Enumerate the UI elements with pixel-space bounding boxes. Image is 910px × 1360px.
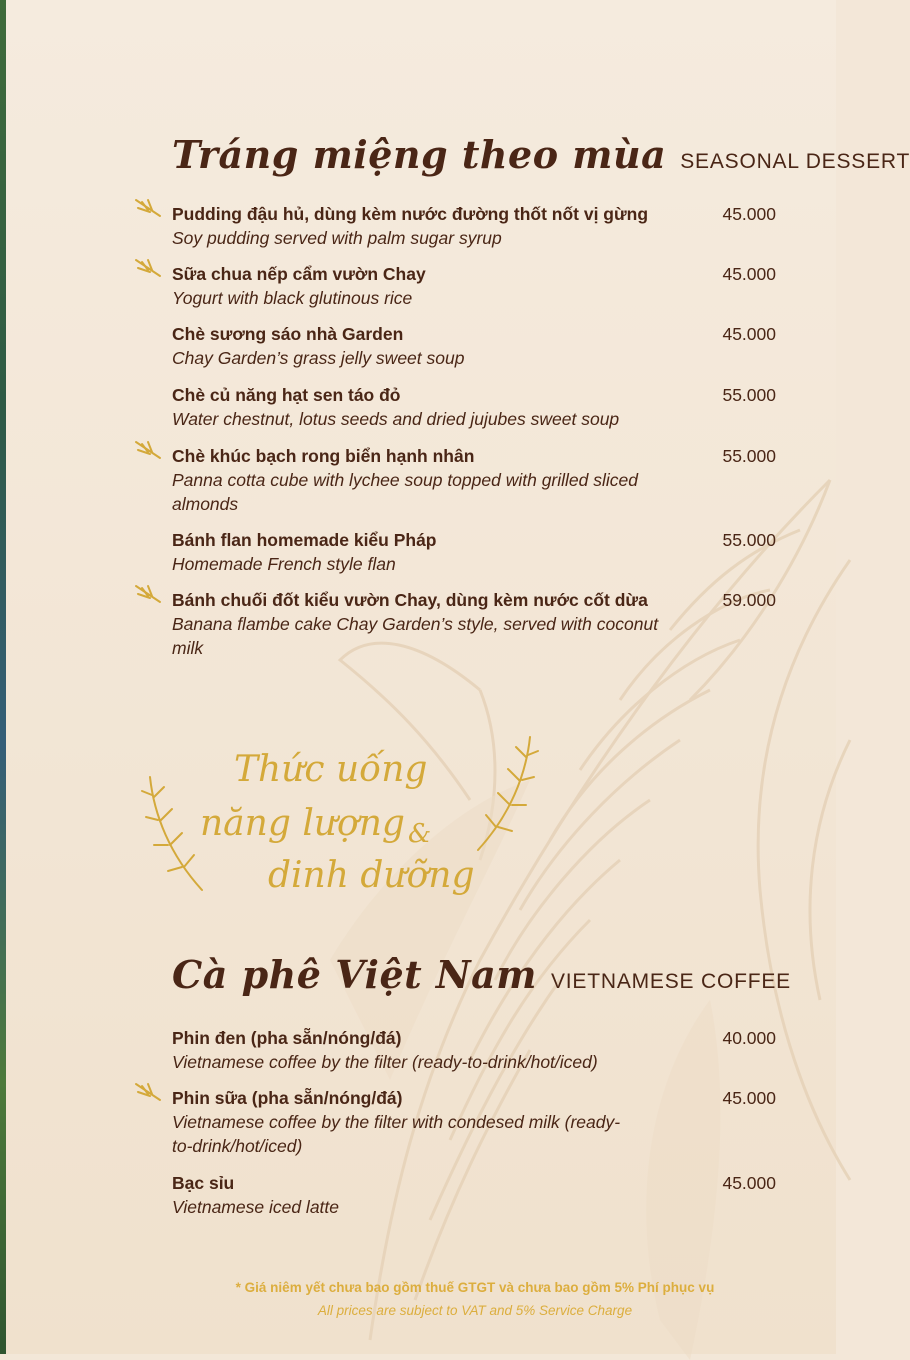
item-name-en: Water chestnut, lotus seeds and dried jujubes sweet soup — [172, 409, 620, 429]
item-name-vi: Pudding đậu hủ, dùng kèm nước đường thốt nốt vị gừng — [172, 204, 649, 224]
footer-note-en: All prices are subject to VAT and 5% Service Charge — [317, 1303, 633, 1318]
drinks-heading-line2: năng lượng — [200, 803, 405, 844]
item-price: 55.000 — [722, 530, 776, 550]
item-name-en: Vietnamese coffee by the filter with condesed milk (ready-to-drink/hot/iced) — [172, 1112, 621, 1156]
menu-item — [172, 383, 782, 431]
dessert-section-title — [172, 132, 910, 177]
gold-plant-icon — [134, 198, 164, 220]
item-name-en: Chay Garden’s grass jelly sweet soup — [172, 348, 465, 368]
item-name-vi: Sữa chua nếp cẩm vườn Chay — [172, 264, 426, 284]
menu-item — [172, 1086, 782, 1158]
menu-item — [172, 1171, 782, 1219]
coffee-title-en: VIETNAMESE COFFEE — [550, 970, 791, 993]
item-name-en: Soy pudding served with palm sugar syrup — [172, 228, 502, 248]
menu-item — [172, 202, 782, 250]
item-name-vi: Bạc sỉu — [172, 1173, 235, 1193]
item-name-vi: Bánh flan homemade kiểu Pháp — [172, 530, 437, 550]
gold-sprig-icon — [470, 735, 540, 855]
item-name-vi: Chè khúc bạch rong biển hạnh nhân — [172, 446, 475, 466]
menu-item — [172, 588, 782, 660]
item-price: 45.000 — [722, 204, 776, 224]
item-name-en: Banana flambe cake Chay Garden’s style, served with coconut milk — [172, 614, 659, 658]
menu-item — [172, 262, 782, 310]
drinks-heading-line3: dinh dưỡng — [268, 855, 475, 896]
item-name-vi: Chè củ năng hạt sen táo đỏ — [172, 385, 401, 405]
footer-note-vi: * Giá niêm yết chưa bao gồm thuế GTGT và chưa bao gồm 5% Phí phục vụ — [235, 1280, 715, 1295]
item-name-vi: Chè sương sáo nhà Garden — [172, 324, 404, 344]
item-price: 40.000 — [722, 1028, 776, 1048]
item-name-en: Homemade French style flan — [172, 554, 396, 574]
menu-item — [172, 444, 782, 516]
gold-plant-icon — [134, 1082, 164, 1104]
item-price: 59.000 — [722, 590, 776, 610]
item-price: 45.000 — [722, 324, 776, 344]
item-name-vi: Phin đen (pha sẵn/nóng/đá) — [172, 1028, 402, 1048]
menu-item — [172, 1026, 782, 1074]
menu-item — [172, 528, 782, 576]
gold-plant-icon — [134, 584, 164, 606]
drinks-heading — [140, 735, 540, 925]
item-price: 55.000 — [722, 446, 776, 466]
drinks-heading-line1: Thức uống — [234, 749, 428, 790]
item-price: 55.000 — [722, 385, 776, 405]
item-name-en: Panna cotta cube with lychee soup topped with grilled sliced almonds — [172, 470, 638, 514]
item-price: 45.000 — [722, 1088, 776, 1108]
item-price: 45.000 — [722, 264, 776, 284]
item-name-en: Vietnamese iced latte — [172, 1197, 340, 1217]
item-price: 45.000 — [722, 1173, 776, 1193]
gold-plant-icon — [134, 440, 164, 462]
coffee-title-script: Cà phê Việt Nam — [172, 952, 537, 997]
item-name-vi: Bánh chuối đốt kiểu vườn Chay, dùng kèm nước cốt dừa — [172, 590, 648, 610]
item-name-vi: Phin sữa (pha sẵn/nóng/đá) — [172, 1088, 403, 1108]
drinks-heading-amp: & — [408, 819, 432, 849]
item-name-en: Yogurt with black glutinous rice — [172, 288, 413, 308]
menu-item — [172, 322, 782, 370]
item-name-en: Vietnamese coffee by the filter (ready-to-drink/hot/iced) — [172, 1052, 598, 1072]
page-edge-strip — [0, 0, 6, 1354]
dessert-title-en: SEASONAL DESSERT — [680, 150, 910, 173]
dessert-title-script: Tráng miệng theo mùa — [172, 132, 667, 177]
gold-plant-icon — [134, 258, 164, 280]
coffee-section-title — [172, 952, 791, 997]
